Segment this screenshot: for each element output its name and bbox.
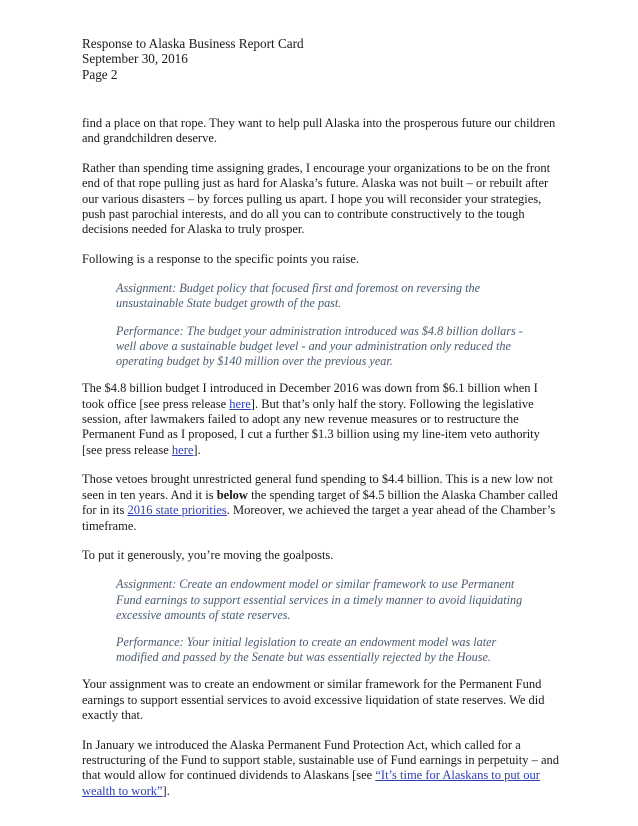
paragraph-endowment-response: Your assignment was to create an endowment or similar framework for the Permanent Fund earnings to support essential services to avoid excessive liquidation of state reserves. We did exactly that. — [82, 677, 545, 723]
wealth-to-work-link[interactable]: “It’s time for Alaskans to put our wealth to work” — [82, 768, 540, 798]
header-title: Response to Alaska Business Report Card — [82, 36, 304, 51]
paragraph-goalposts: To put it generously, you’re moving the goalposts. — [82, 547, 334, 562]
text-run: the spending target of $4.5 billion the Alaska Chamber called for in its — [82, 487, 558, 518]
text-run: Those vetoes brought unrestricted general fund spending to $4.4 billion. This is a new low not seen in ten years. And it is — [82, 472, 553, 502]
text-run: . Moreover, we achieved the target a year ahead of the Chamber’s timeframe. — [82, 503, 556, 533]
state-priorities-link[interactable]: 2016 state priorities — [127, 503, 227, 518]
paragraph-protection-act — [82, 738, 560, 800]
quote-budget-performance: Performance: The budget your administration introduced was $4.8 billion dollars - well above a sustainable budget level - and your administration only reduced the operating budget by $140 million over the previous year. — [116, 323, 523, 369]
text-run: ]. — [162, 783, 170, 798]
press-release-link-2[interactable]: here — [171, 442, 194, 457]
press-release-link-1[interactable]: here — [229, 396, 251, 411]
paragraph-budget-response — [82, 381, 560, 458]
text-run: The $4.8 billion budget I introduced in December 2016 was down from $6.1 billion when I took office [see press release — [82, 381, 538, 411]
paragraph-vetoes — [82, 472, 560, 534]
text-run: In January we introduced the Alaska Permanent Fund Protection Act, which called for a restructuring of the Fund to support stable, sustainable use of Fund earnings in perpetuity – and that would allow for continued dividends to Alaskans [see — [82, 737, 559, 783]
header-page-number: Page 2 — [82, 66, 118, 82]
emphasis-below: below — [216, 487, 248, 502]
paragraph-rope: find a place on that rope. They want to help pull Alaska into the prosperous future our children and grandchildren deserve. — [82, 116, 556, 146]
header-date: September 30, 2016 — [82, 51, 188, 67]
paragraph-following: Following is a response to the specific points you raise. — [82, 251, 360, 266]
paragraph-grades: Rather than spending time assigning grades, I encourage your organizations to be on the front end of that rope pulling just as hard for Alaska’s future. Alaska was not built – or rebuilt after our various disasters – by forces pulling us apart. I hope you will reconsider your strategies, push past parochial interests, and do all you can to contribute constructively to the tough decisions needed for Alaska to truly prosper. — [82, 160, 551, 237]
letter-body — [82, 116, 560, 813]
quote-endowment-performance: Performance: Your initial legislation to create an endowment model was later modified and passed by the Senate but was essentially rejected by the House. — [116, 634, 497, 665]
text-run: ]. But that’s only half the story. Following the legislative session, after lawmakers failed to adopt any new revenue measures or to restructure the Permanent Fund as I proposed, I cut a further $1.3 billion using my line-item veto authority [see press release — [82, 396, 540, 457]
letter-header — [82, 36, 304, 82]
quote-budget-assignment: Assignment: Budget policy that focused first and foremost on reversing the unsustainable State budget growth of the past. — [116, 281, 480, 311]
text-run: ]. — [193, 442, 201, 457]
quote-endowment-assignment: Assignment: Create an endowment model or similar framework to use Permanent Fund earnings to support essential services in a timely manner to avoid liquidating excessive amounts of state reserves. — [116, 577, 523, 622]
